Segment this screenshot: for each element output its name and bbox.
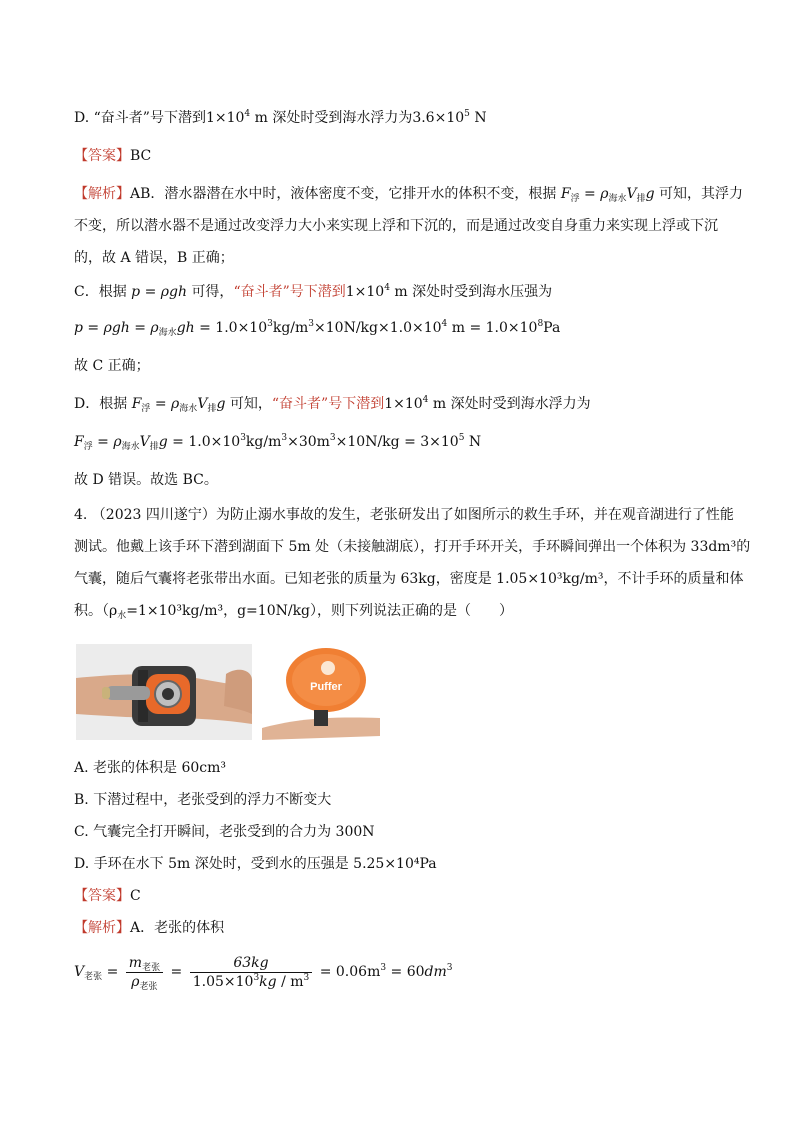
option-c: C. 气囊完全打开瞬间，老张受到的合力为 300N	[74, 824, 375, 840]
question-4-line-3: 气囊，随后气囊将老张带出水面。已知老张的质量为 63kg，密度是 1.05×10³kg/m³，不计手环的质量和体	[74, 571, 744, 587]
option-a: A. 老张的体积是 60cm³	[74, 760, 227, 776]
answer-line-1: 【答案】BC	[74, 148, 152, 164]
option-d: D. 手环在水下 5m 深处时，受到水的压强是 5.25×10⁴Pa	[74, 856, 437, 872]
analysis-ab-line-1: 【解析】AB．潜水器潜在水中时，液体密度不变，它排开水的体积不变，根据 $F_浮 = \rho_{海水}V_排g$ 可知，其浮力	[74, 186, 744, 204]
answer-line-2: 【答案】C	[74, 888, 141, 904]
analysis-c-result: 故 C 正确；	[74, 358, 150, 374]
option-d-line: D. “奋斗者”号下潜到$1\times 10^4$ m 深处时受到海水浮力为$3.6\times 10^5$ N	[74, 109, 487, 126]
analysis-d-result: 故 D 错误。故选 BC。	[74, 472, 218, 488]
analysis-c-formula: $p = \rho gh = \rho_{海水}gh = 1.0\times 10^3kg/m^3\times 10N/kg\times 1.0\times 10^4$ $m = 1.0\times 10^8Pa$	[74, 319, 561, 338]
question-4-line-1: 4. （2023 四川遂宁）为防止溺水事故的发生，老张研发出了如图所示的救生手环，并在观音湖进行了性能	[74, 507, 734, 523]
analysis-ab-line-2: 不变，所以潜水器不是通过改变浮力大小来实现上浮和下沉的，而是通过改变自身重力来实现上浮或下沉	[74, 218, 718, 234]
svg-text:Puffer: Puffer	[310, 681, 342, 693]
analysis-d-line-1: D．根据 $F_浮 = \rho_{海水}V_排g$ 可知，“奋斗者”号下潜到$1\times 10^4$ m 深处时受到海水浮力为	[74, 395, 591, 414]
analysis-c-line-1: C．根据 p = ρgh 可得，“奋斗者”号下潜到$1\times 10^4$ m 深处时受到海水压强为	[74, 283, 553, 300]
question-4-line-2: 测试。他戴上该手环下潜到湖面下 5m 处（未接触湖底），打开手环开关，手环瞬间弹出一个体积为 33dm³的	[74, 539, 751, 555]
analysis-d-formula: $F_浮 = \rho_{海水}V_排g = 1.0\times 10^3kg/m^3\times 30m^3\times 10N/kg = 3\times 10^5$ N	[74, 433, 482, 452]
option-b: B. 下潜过程中，老张受到的浮力不断变大	[74, 792, 332, 808]
analysis-2-line-1: 【解析】A．老张的体积	[74, 920, 225, 936]
question-4-line-4: 积。（$\rho_水=1\times 10^3kg/m^3$，g=10N/kg），则下列说法正确的是（ ）	[74, 603, 514, 621]
inflated-airbag-photo	[262, 644, 380, 740]
volume-formula: $V_{老张}$ = $\frac{m_{老张}}{\rho_{老张}}$ = $\frac{63kg}{1.05\times 10^3kg / m^3}$ = $0.06m^3 = 60dm^3$	[74, 954, 453, 992]
analysis-ab-line-3: 的，故 A 错误，B 正确；	[74, 250, 234, 266]
wrist-band-photo	[76, 644, 252, 740]
